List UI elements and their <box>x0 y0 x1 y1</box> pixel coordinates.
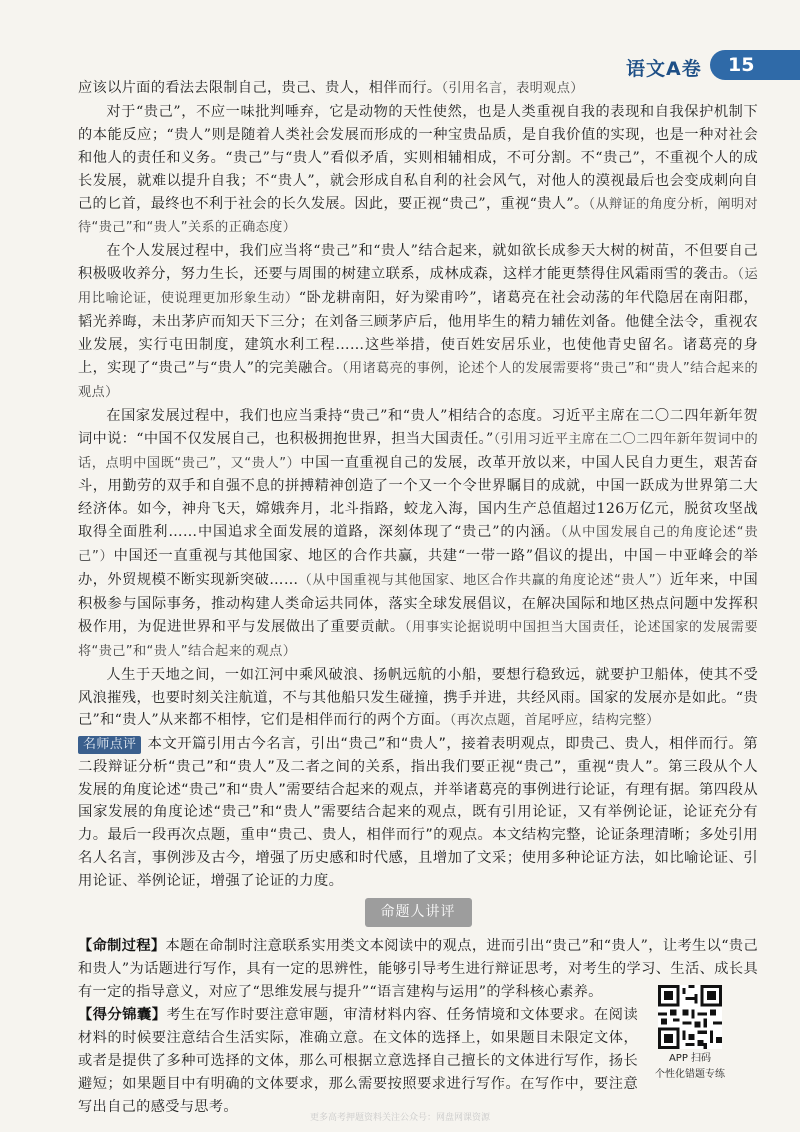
page-body <box>78 77 758 1118</box>
essay-text: 中国还一直重视与其他国家、地区的合作共赢，共建“一带一路”倡议的提出，中国－中亚峰会的举办，外贸规模不断实现新突破…… <box>78 548 758 589</box>
qr-code-icon[interactable] <box>658 985 722 1049</box>
page-header <box>610 50 800 80</box>
essay-text: 人生于天地之间，一如江河中乘风破浪、扬帆远航的小船，要想行稳致远，就要护卫船体，使其不受风浪摧残，也要时刻关注航道，不与其他船只发生碰撞，携手并进，共经风雨。国家的发展亦是如此。“贵己”和“贵人”从来都不相悖，它们是相伴而行的两个方面。 <box>78 666 758 729</box>
essay-text: 对于“贵己”，不应一味批判唾弃，它是动物的天性使然，也是人类重视自我的表现和自我保护机制下的本能反应；“贵人”则是随着人类社会发展而形成的一种宝贵品质，是自我价值的实现，也是一种对社会和他人的责任和义务。“贵己”与“贵人”看似矛盾，实则相辅相成，不可分割。不“贵己”，不重视个人的成长发展，就难以提升自我；不“贵人”，就会形成自私自利的社会风气，对他人的漠视最后也会变成刺向自己的匕首，最终也不利于社会的长久发展。因此，要正视“贵己”，重视“贵人”。 <box>78 103 758 212</box>
section-banner <box>78 898 758 927</box>
teacher-comment <box>78 733 758 892</box>
essay-paragraph-3 <box>78 240 758 404</box>
annotation: （再次点题，首尾呼应，结构完整） <box>449 713 660 729</box>
teacher-comment-tag: 名师点评 <box>78 736 141 754</box>
teacher-comment-text: 本文开篇引用古今名言，引出“贵己”和“贵人”，接着表明观点，即贵己、贵人，相伴而行。第二段辩证分析“贵己”和“贵人”及二者之间的关系，指出我们要正视“贵己”，重视“贵人”。第三段从个人发展的角度论述“贵己”和“贵人”需要结合起来的观点，并举诸葛亮的事例进行论证，有理有据。第四段从国家发展的角度论述“贵己”和“贵人”需要结合起来的观点，既有引用论证，又有举例论证，论证充分有力。最后一段再次点题，重申“贵己、贵人，相伴而行”的观点。本文结构完整，论证条理清晰；多处引用名人名言，事例涉及古今，增强了历史感和时代感，且增加了文采；使用多种论证方法，如比喻论证、引用论证、举例论证，增强了论证的力度。 <box>78 736 758 889</box>
essay-paragraph-2 <box>78 101 758 240</box>
page-number: 15 <box>728 54 755 76</box>
essay-text: 在个人发展过程中，我们应当将“贵己”和“贵人”结合起来，就如欲长成参天大树的树苗，不但要自己积极吸收养分，努力生长，还要与周围的树建立联系，成林成森，这样才能更禁得住风霜雨雪的袭击。 <box>78 243 758 283</box>
annotation: （用事实论据说明中国担当大国责任，论述国家的发展需要将“贵己”和“贵人”结合起来的观点） <box>78 619 759 659</box>
section-text: 本题在命制时注意联系实用类文本阅读中的观点，进而引出“贵己”和“贵人”，让考生以“贵己和贵人”为话题进行写作，具有一定的思辨性，能够引导考生进行辩证思考，对考生的学习、生活、成长具有一定的指导意义，对应了“思维发展与提升”“语言建构与运用”的学科核心素养。 <box>78 938 758 1001</box>
annotation: （用诸葛亮的事例，论述个人的发展需要将“贵己”和“贵人”结合起来的观点） <box>78 360 758 400</box>
essay-text: 中国一直重视自己的发展，改革开放以来，中国人民自力更生，艰苦奋斗，用勤劳的双手和自强不息的拼搏精神创造了一个又一个令世界瞩目的成就，中国一跃成为世界第二大经济体。如今，神舟飞天，嫦娥奔月，北斗指路，蛟龙入海，国内生产总值超过126万亿元，脱贫攻坚战取得全面胜利……中国追求全面发展的道路，深刻体现了“贵己”的内涵。 <box>78 454 758 541</box>
annotation: （从辩证的角度分析，阐明对待“贵己”和“贵人”关系的正确态度） <box>78 196 758 236</box>
essay-text: 近年来，中国积极参与国际事务，推动构建人类命运共同体，落实全球发展倡议，在解决国际和地区热点问题中发挥积极作用，为促进世界和平与发展做出了重要贡献。 <box>78 572 758 635</box>
qr-caption-line-2: 个性化错题专练 <box>655 1069 725 1080</box>
annotation: （从中国发展自己的角度论述“贵己”） <box>78 525 758 565</box>
scoring-section <box>78 1004 638 1119</box>
page-number-badge <box>710 50 800 80</box>
qr-caption-line-1: APP 扫码 <box>668 1053 712 1064</box>
exam-label: 语文A卷 <box>626 58 702 80</box>
annotation: （引用习近平主席在二〇二四年新年贺词中的话，点明中国既“贵己”，又“贵人”） <box>78 431 758 471</box>
annotation: （引用名言，表明观点） <box>441 81 584 96</box>
section-title: 【命制过程】 <box>78 938 166 955</box>
essay-text: 在国家发展过程中，我们也应当秉持“贵己”和“贵人”相结合的态度。习近平主席在二〇二四年新年贺词中说：“中国不仅发展自己，也积极拥抱世界，担当大国责任。” <box>78 407 758 447</box>
essay-paragraph-4 <box>78 405 758 664</box>
essay-text: 应该以片面的看法去限制自己，贵己、贵人，相伴而行。 <box>78 80 442 96</box>
qr-code-block[interactable] <box>644 985 736 1081</box>
annotation: （运用比喻论证，使说理更加形象生动） <box>78 267 758 307</box>
banner-label: 命题人讲评 <box>365 898 472 927</box>
page-footer-watermark: 更多高考押题资料关注公众号：网盘网课资源 <box>309 1113 490 1123</box>
section-title: 【得分锦囊】 <box>78 1006 167 1023</box>
essay-paragraph-5 <box>78 664 758 734</box>
annotation: （从中国重视与其他国家、地区合作共赢的角度论述“贵人”） <box>298 573 670 589</box>
essay-text: “卧龙耕南阳，好为梁甫吟”，诸葛亮在社会动荡的年代隐居在南阳郡，韬光养晦，未出茅庐而知天下三分；在刘备三顾茅庐后，他用毕生的精力辅佐刘备。他健全法令，重视农业发展，实行屯田制度，建筑水利工程……这些举措，使百姓安居乐业，也使他青史留名。诸葛亮的身上，实现了“贵己”与“贵人”的完美融合。 <box>78 290 758 376</box>
section-text: 考生在写作时要注意审题，审清材料内容、任务情境和文体要求。在阅读材料的时候要注意结合生活实际，准确立意。在文体的选择上，如果题目未限定文体，或者是提供了多种可选择的文体，那么可根据立意选择自己擅长的文体进行写作，扬长避短；如果题目中有明确的文体要求，那么需要按照要求进行写作。在写作中，要注意写出自己的感受与思考。 <box>78 1006 638 1115</box>
essay-paragraph-1 <box>78 77 758 101</box>
